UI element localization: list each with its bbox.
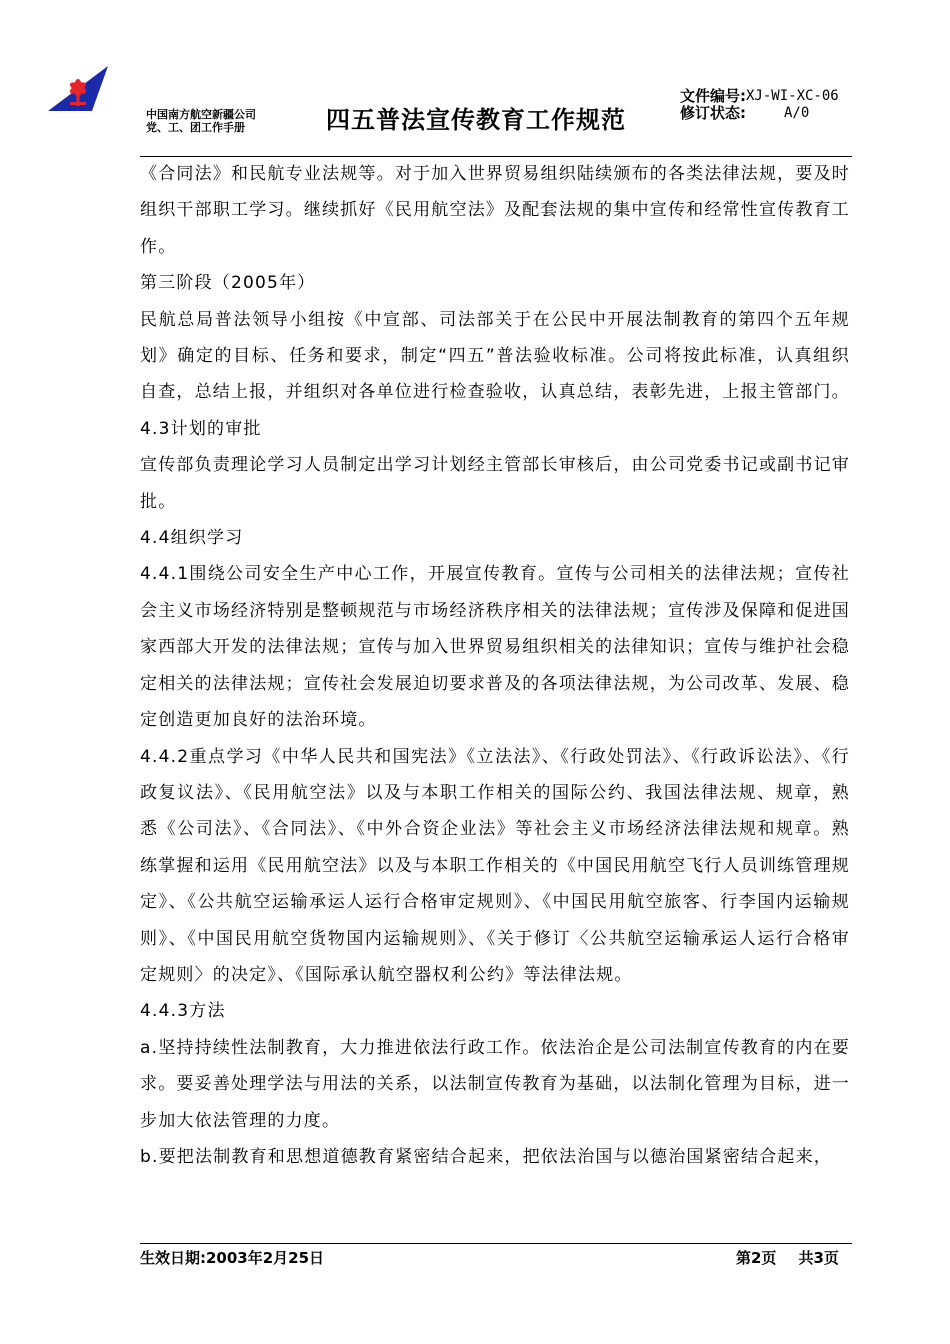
section-heading: 4.3计划的审批 [140,418,262,439]
section-heading: 4.4.3方法 [140,1001,226,1022]
company-line-2: 党、工、团工作手册 [146,121,245,134]
section-heading: 第三阶段（2005年） [140,273,316,294]
page-total: 共3页 [798,1249,839,1267]
company-name [146,108,256,134]
paragraph: 民航总局普法领导小组按《中宣部、司法部关于在公民中开展法制教育的第四个五年规划》确定的目标、任务和要求，制定“四五”普法验收标准。公司将按此标准，认真组织自查，总结上报，并组织对各单位进行检查验收，认真总结，表彰先进，上报主管部门。 [140,309,850,403]
airline-logo [42,64,112,114]
paragraph: b.要把法制教育和思想道德教育紧密结合起来，把依法治国与以德治国紧密结合起来， [140,1146,832,1167]
section-heading: 4.4组织学习 [140,528,244,549]
doc-number-value: XJ-WI-XC-06 [746,88,839,104]
revision-value: A/0 [784,105,810,121]
doc-number-label: 文件编号: [680,87,746,105]
page-current: 第2页 [736,1249,777,1267]
document-title: 四五普法宣传教育工作规范 [326,106,626,134]
paragraph: 宣传部负责理论学习人员制定出学习计划经主管部长审核后，由公司党委书记或副书记审批。 [140,455,850,512]
footer-divider [140,1243,852,1244]
company-line-1: 中国南方航空新疆公司 [146,108,256,121]
document-body [140,156,850,1175]
paragraph: 4.4.2重点学习《中华人民共和国宪法》《立法法》、《行政处罚法》、《行政诉讼法》、《行政复议法》、《民用航空法》以及与本职工作相关的国际公约、我国法律法规、规章，熟悉《公司法》、《合同法》、《中外合资企业法》等社会主义市场经济法律法规和规章。熟练掌握和运用《民用航空法》以及与本职工作相关的《中国民用航空飞行人员训练管理规定》、《公共航空运输承运人运行合格审定规则》、《中国民用航空旅客、行李国内运输规则》、《中国民用航空货物国内运输规则》、《关于修订〈公共航空运输承运人运行合格审定规则〉的决定》、《国际承认航空器权利公约》等法律法规。 [140,746,850,985]
page-indicator [736,1247,839,1268]
document-meta [680,88,839,122]
effective-date: 生效日期:2003年2月25日 [140,1249,325,1267]
paragraph: a.坚持持续性法制教育，大力推进依法行政工作。依法治企是公司法制宣传教育的内在要求。要妥善处理学法与用法的关系，以法制宣传教育为基础，以法制化管理为目标，进一步加大依法管理的力度。 [140,1037,850,1131]
revision-label: 修订状态: [680,104,746,122]
paragraph: 《合同法》和民航专业法规等。对于加入世界贸易组织陆续颁布的各类法律法规，要及时组织干部职工学习。继续抓好《民用航空法》及配套法规的集中宣传和经常性宣传教育工作。 [140,164,850,257]
paragraph: 4.4.1围绕公司安全生产中心工作，开展宣传教育。宣传与公司相关的法律法规；宣传社会主义市场经济特别是整顿规范与市场经济秩序相关的法律法规；宣传涉及保障和促进国家西部大开发的法律法规；宣传与加入世界贸易组织相关的法律知识；宣传与维护社会稳定相关的法律法规；宣传社会发展迫切要求普及的各项法律法规，为公司改革、发展、稳定创造更加良好的法治环境。 [140,564,850,731]
